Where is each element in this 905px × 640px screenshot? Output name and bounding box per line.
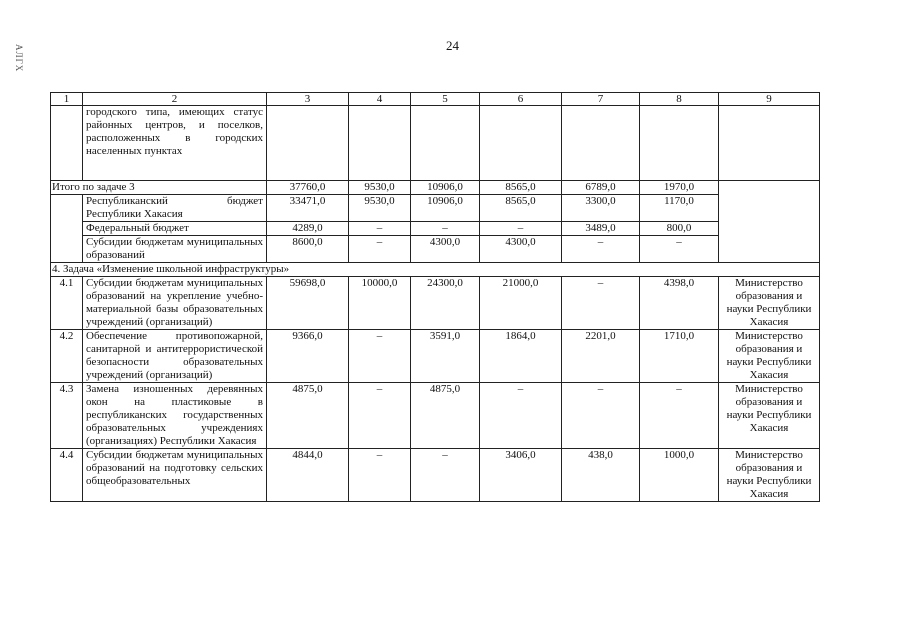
subtotal-value: 4300,0 (480, 236, 562, 263)
cell-empty (267, 106, 349, 181)
budget-table (50, 92, 820, 502)
row-value: – (349, 330, 411, 383)
header-cell: 8 (640, 93, 719, 106)
subtotal-value: 4300,0 (411, 236, 480, 263)
row-number: 4.3 (51, 383, 83, 449)
subtotal-value: 4289,0 (267, 222, 349, 236)
row-value: 3591,0 (411, 330, 480, 383)
subtotal-value: 9530,0 (349, 195, 411, 222)
cell-empty (51, 195, 83, 263)
row-value: 21000,0 (480, 277, 562, 330)
row-description: Субсидии бюджетам муниципальных образований на подготовку сельских общеобразовательных (83, 449, 267, 502)
continuation-row (51, 106, 820, 181)
row-executor: Министерство образования и науки Республики Хакасия (719, 277, 820, 330)
row-value: 1000,0 (640, 449, 719, 502)
cell-empty (411, 106, 480, 181)
total-row (51, 181, 820, 195)
cell-empty (719, 181, 820, 263)
row-value: – (562, 383, 640, 449)
row-value: – (562, 277, 640, 330)
row-value: 24300,0 (411, 277, 480, 330)
row-description: Обеспечение противопожарной, санитарной и антитеррористической безопасности образовательных учреждений (организаций) (83, 330, 267, 383)
row-executor: Министерство образования и науки Республики Хакасия (719, 449, 820, 502)
cell-empty (640, 106, 719, 181)
task-row (51, 277, 820, 330)
subtotal-row (51, 222, 820, 236)
header-row (51, 93, 820, 106)
cell-empty (349, 106, 411, 181)
subtotal-label: Федеральный бюджет (83, 222, 267, 236)
section-row (51, 263, 820, 277)
row-number: 4.4 (51, 449, 83, 502)
header-cell: 7 (562, 93, 640, 106)
task-row (51, 330, 820, 383)
header-cell: 9 (719, 93, 820, 106)
row-value: 1864,0 (480, 330, 562, 383)
cell-empty (480, 106, 562, 181)
subtotal-value: 3300,0 (562, 195, 640, 222)
total-label: Итого по задаче 3 (51, 181, 267, 195)
subtotal-row (51, 195, 820, 222)
cell-empty (719, 106, 820, 181)
subtotal-value: – (411, 222, 480, 236)
side-mark: АЛГХ (14, 44, 24, 73)
subtotal-value: 33471,0 (267, 195, 349, 222)
total-value: 8565,0 (480, 181, 562, 195)
row-number: 4.1 (51, 277, 83, 330)
header-cell: 1 (51, 93, 83, 106)
row-value: 9366,0 (267, 330, 349, 383)
row-value: – (640, 383, 719, 449)
page-number: 24 (446, 38, 459, 53)
row-value: 4398,0 (640, 277, 719, 330)
row-value: 4844,0 (267, 449, 349, 502)
row-value: 438,0 (562, 449, 640, 502)
task-row (51, 449, 820, 502)
subtotal-value: 800,0 (640, 222, 719, 236)
section-title: 4. Задача «Изменение школьной инфраструктуры» (51, 263, 820, 277)
subtotal-value: 8565,0 (480, 195, 562, 222)
subtotal-value: – (640, 236, 719, 263)
row-executor: Министерство образования и науки Республики Хакасия (719, 330, 820, 383)
row-value: – (349, 449, 411, 502)
cell-empty (562, 106, 640, 181)
subtotal-value: 1170,0 (640, 195, 719, 222)
total-value: 10906,0 (411, 181, 480, 195)
subtotal-value: – (349, 222, 411, 236)
total-value: 6789,0 (562, 181, 640, 195)
row-value: 3406,0 (480, 449, 562, 502)
row-value: 10000,0 (349, 277, 411, 330)
header-cell: 6 (480, 93, 562, 106)
row-number: 4.2 (51, 330, 83, 383)
row-value: 2201,0 (562, 330, 640, 383)
row-value: 59698,0 (267, 277, 349, 330)
subtotal-value: – (480, 222, 562, 236)
row-value: – (349, 383, 411, 449)
subtotal-value: 10906,0 (411, 195, 480, 222)
header-cell: 3 (267, 93, 349, 106)
total-value: 9530,0 (349, 181, 411, 195)
total-value: 37760,0 (267, 181, 349, 195)
subtotal-value: – (562, 236, 640, 263)
row-description: Замена изношенных деревянных окон на пластиковые в республиканских государственных образовательных учреждениях (организациях) Республики Хакасия (83, 383, 267, 449)
header-cell: 2 (83, 93, 267, 106)
subtotal-row (51, 236, 820, 263)
row-value: 1710,0 (640, 330, 719, 383)
subtotal-value: 3489,0 (562, 222, 640, 236)
subtotal-label: Республиканский бюджет Республики Хакасия (83, 195, 267, 222)
task-row (51, 383, 820, 449)
subtotal-value: – (349, 236, 411, 263)
row-value: 4875,0 (267, 383, 349, 449)
cell-empty (51, 106, 83, 181)
subtotal-value: 8600,0 (267, 236, 349, 263)
total-value: 1970,0 (640, 181, 719, 195)
row-description: Субсидии бюджетам муниципальных образований на укрепление учебно-материальной базы образовательных учреждений (организаций) (83, 277, 267, 330)
row-value: – (411, 449, 480, 502)
continuation-text: городского типа, имеющих статус районных центров, и поселков, расположенных в городских населенных пунктах (83, 106, 267, 181)
header-cell: 5 (411, 93, 480, 106)
subtotal-label: Субсидии бюджетам муниципальных образований (83, 236, 267, 263)
row-executor: Министерство образования и науки Республики Хакасия (719, 383, 820, 449)
row-value: 4875,0 (411, 383, 480, 449)
header-cell: 4 (349, 93, 411, 106)
row-value: – (480, 383, 562, 449)
